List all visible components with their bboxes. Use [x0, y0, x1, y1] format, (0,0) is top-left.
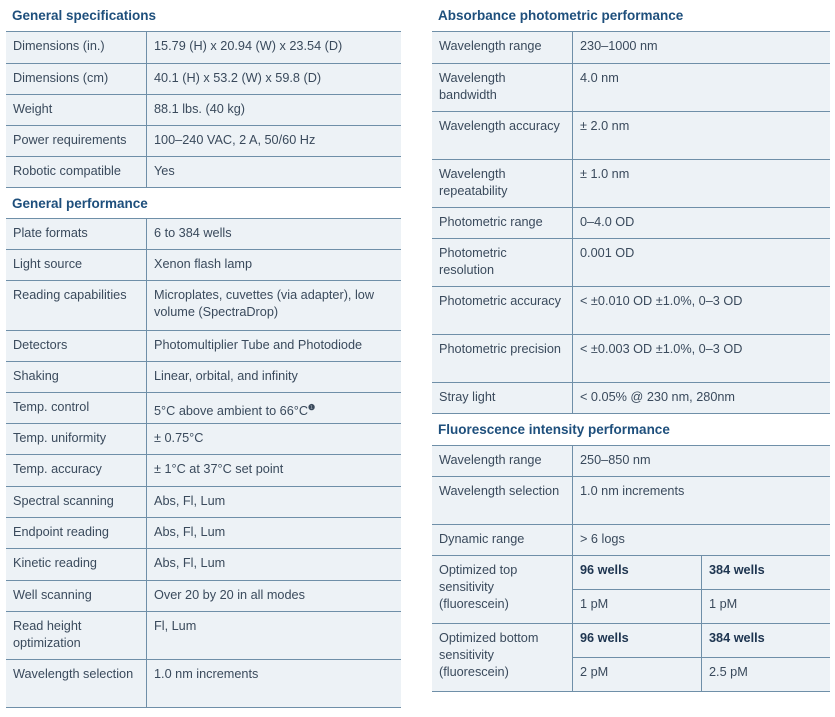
- spec-label: Wavelength range: [432, 446, 573, 476]
- sensitivity-row: [432, 624, 830, 692]
- spec-row: [432, 383, 830, 414]
- spec-label: Dimensions (in.): [6, 32, 147, 63]
- spec-value-text: 230–1000 nm: [580, 39, 658, 53]
- spec-label: Wavelength selection: [6, 660, 147, 707]
- spec-value: [147, 393, 401, 423]
- spec-row: [6, 281, 401, 331]
- spec-row: [432, 208, 830, 239]
- right-column: [432, 0, 830, 692]
- spec-label: Dynamic range: [432, 525, 573, 555]
- spec-row: [6, 612, 401, 660]
- spec-value-text: 40.1 (H) x 53.2 (W) x 59.8 (D): [154, 71, 322, 85]
- spec-value-text: > 6 logs: [580, 532, 625, 546]
- spec-value: [573, 160, 830, 207]
- spec-value-text: Fl, Lum: [154, 619, 197, 633]
- spec-value: [147, 95, 401, 125]
- spec-value: [573, 477, 830, 524]
- sensitivity-value: 2.5 pM: [701, 658, 830, 691]
- spec-label: Photometric resolution: [432, 239, 573, 286]
- spec-label: Stray light: [432, 383, 573, 413]
- spec-row: [6, 549, 401, 581]
- spec-label: Temp. uniformity: [6, 424, 147, 454]
- spec-label: Temp. control: [6, 393, 147, 423]
- spec-value: [147, 581, 401, 611]
- spec-label: Dimensions (cm): [6, 64, 147, 94]
- spec-row: [6, 95, 401, 126]
- spec-row: [432, 525, 830, 556]
- spec-label: Weight: [6, 95, 147, 125]
- spec-label: Wavelength range: [432, 32, 573, 63]
- spec-row: [6, 32, 401, 64]
- well-format-header: 384 wells: [701, 624, 830, 657]
- spec-value-text: ± 1.0 nm: [580, 167, 630, 181]
- spec-value: [147, 157, 401, 187]
- spec-row: [432, 287, 830, 335]
- fluorescence-performance-title: Fluorescence intensity performance: [432, 414, 830, 446]
- spec-label: Well scanning: [6, 581, 147, 611]
- spec-value: [147, 518, 401, 548]
- general-specifications-title: General specifications: [6, 0, 401, 32]
- spec-value: [573, 335, 830, 382]
- spec-value: [573, 446, 830, 476]
- spec-label: Light source: [6, 250, 147, 280]
- footnote-marker: ❶: [308, 403, 316, 412]
- spec-row: [6, 455, 401, 487]
- spec-value-text: Photomultiplier Tube and Photodiode: [154, 338, 363, 352]
- spec-value-text: 1.0 nm increments: [154, 667, 259, 681]
- left-column: [6, 0, 401, 708]
- spec-row: [6, 487, 401, 518]
- spec-label: Endpoint reading: [6, 518, 147, 548]
- spec-row: [432, 477, 830, 525]
- spec-label: Power requirements: [6, 126, 147, 156]
- spec-row: [6, 331, 401, 362]
- spec-value-text: Over 20 by 20 in all modes: [154, 588, 305, 602]
- spec-value: [147, 362, 401, 392]
- spec-value-text: 4.0 nm: [580, 71, 619, 85]
- spec-value-text: < 0.05% @ 230 nm, 280nm: [580, 390, 736, 404]
- sensitivity-header-row: [573, 556, 830, 589]
- spec-row: [6, 424, 401, 455]
- spec-value-text: 250–850 nm: [580, 453, 651, 467]
- well-format-header: 96 wells: [580, 563, 629, 577]
- spec-value-text: 5°C above ambient to 66°C: [154, 404, 309, 419]
- spec-label: Wavelength accuracy: [432, 112, 573, 159]
- spec-value: [147, 250, 401, 280]
- spec-value: [147, 219, 401, 249]
- spec-value: [147, 487, 401, 517]
- spec-value-text: 0–4.0 OD: [580, 215, 635, 229]
- spec-value: [147, 281, 401, 330]
- spec-label: Read height optimization: [6, 612, 147, 659]
- spec-value: [573, 525, 830, 555]
- spec-label: Wavelength bandwidth: [432, 64, 573, 111]
- spec-label: Plate formats: [6, 219, 147, 249]
- spec-row: [6, 581, 401, 612]
- spec-value: [573, 383, 830, 413]
- spec-label: Reading capabilities: [6, 281, 147, 330]
- spec-value-text: 0.001 OD: [580, 246, 635, 260]
- spec-row: [432, 64, 830, 112]
- spec-row: [6, 250, 401, 281]
- spec-value-text: ± 0.75°C: [154, 431, 204, 445]
- absorbance-performance-title: Absorbance photometric performance: [432, 0, 830, 32]
- spec-value-text: Abs, Fl, Lum: [154, 556, 226, 570]
- spec-value: [147, 64, 401, 94]
- spec-value-text: Microplates, cuvettes (via adapter), low volume (SpectraDrop): [154, 288, 375, 319]
- spec-value-text: 15.79 (H) x 20.94 (W) x 23.54 (D): [154, 39, 343, 53]
- spec-row: [6, 64, 401, 95]
- spec-row: [6, 362, 401, 393]
- well-format-header: 384 wells: [701, 556, 830, 589]
- spec-value: [147, 549, 401, 580]
- spec-label: Spectral scanning: [6, 487, 147, 517]
- spec-value-text: 6 to 384 wells: [154, 226, 232, 240]
- spec-value: [573, 208, 830, 238]
- sensitivity-value-row: [573, 589, 830, 623]
- spec-label: Shaking: [6, 362, 147, 392]
- spec-label: Photometric precision: [432, 335, 573, 382]
- spec-row: [6, 518, 401, 549]
- spec-row: [6, 126, 401, 157]
- spec-label: Detectors: [6, 331, 147, 361]
- spec-label: Wavelength repeatability: [432, 160, 573, 207]
- spec-row: [6, 393, 401, 424]
- spec-row: [432, 112, 830, 160]
- spec-value: [573, 32, 830, 63]
- spec-value: [147, 331, 401, 361]
- spec-label: Robotic compatible: [6, 157, 147, 187]
- sensitivity-label: Optimized top sensitivity (fluorescein): [432, 556, 573, 623]
- spec-label: Kinetic reading: [6, 549, 147, 580]
- spec-label: Photometric range: [432, 208, 573, 238]
- spec-row: [432, 335, 830, 383]
- spec-row: [432, 239, 830, 287]
- spec-row: [432, 32, 830, 64]
- spec-value: [573, 287, 830, 334]
- sensitivity-label: Optimized bottom sensitivity (fluorescein): [432, 624, 573, 691]
- spec-row: [6, 219, 401, 250]
- spec-label: Photometric accuracy: [432, 287, 573, 334]
- spec-row: [6, 157, 401, 188]
- spec-value: [573, 112, 830, 159]
- well-format-header: 96 wells: [580, 631, 629, 645]
- spec-value-text: Abs, Fl, Lum: [154, 525, 226, 539]
- spec-value-text: 88.1 lbs. (40 kg): [154, 102, 245, 116]
- spec-row: [432, 446, 830, 477]
- spec-label: Wavelength selection: [432, 477, 573, 524]
- sensitivity-value-row: [573, 657, 830, 691]
- spec-value-text: Abs, Fl, Lum: [154, 494, 226, 508]
- spec-value-text: 100–240 VAC, 2 A, 50/60 Hz: [154, 133, 316, 147]
- sensitivity-header-row: [573, 624, 830, 657]
- spec-value-text: Yes: [154, 164, 175, 178]
- sensitivity-row: [432, 556, 830, 624]
- general-performance-title: General performance: [6, 188, 401, 219]
- spec-value: [147, 126, 401, 156]
- spec-value: [147, 424, 401, 454]
- spec-value-text: ± 2.0 nm: [580, 119, 630, 133]
- spec-value-text: ± 1°C at 37°C set point: [154, 462, 284, 476]
- spec-value-text: Linear, orbital, and infinity: [154, 369, 298, 383]
- sensitivity-grid: [573, 624, 830, 691]
- sensitivity-value: 1 pM: [701, 590, 830, 623]
- spec-label: Temp. accuracy: [6, 455, 147, 486]
- sensitivity-value: 2 pM: [580, 665, 609, 679]
- spec-row: [6, 660, 401, 708]
- spec-value: [147, 32, 401, 63]
- spec-value-text: Xenon flash lamp: [154, 257, 253, 271]
- spec-value: [573, 239, 830, 286]
- sensitivity-grid: [573, 556, 830, 623]
- spec-row: [432, 160, 830, 208]
- spec-value: [147, 612, 401, 659]
- spec-value-text: < ±0.003 OD ±1.0%, 0–3 OD: [580, 342, 743, 356]
- spec-value: [147, 660, 401, 707]
- spec-value-text: < ±0.010 OD ±1.0%, 0–3 OD: [580, 294, 743, 308]
- spec-value: [573, 64, 830, 111]
- spec-value: [147, 455, 401, 486]
- sensitivity-value: 1 pM: [580, 597, 609, 611]
- spec-value-text: 1.0 nm increments: [580, 484, 685, 498]
